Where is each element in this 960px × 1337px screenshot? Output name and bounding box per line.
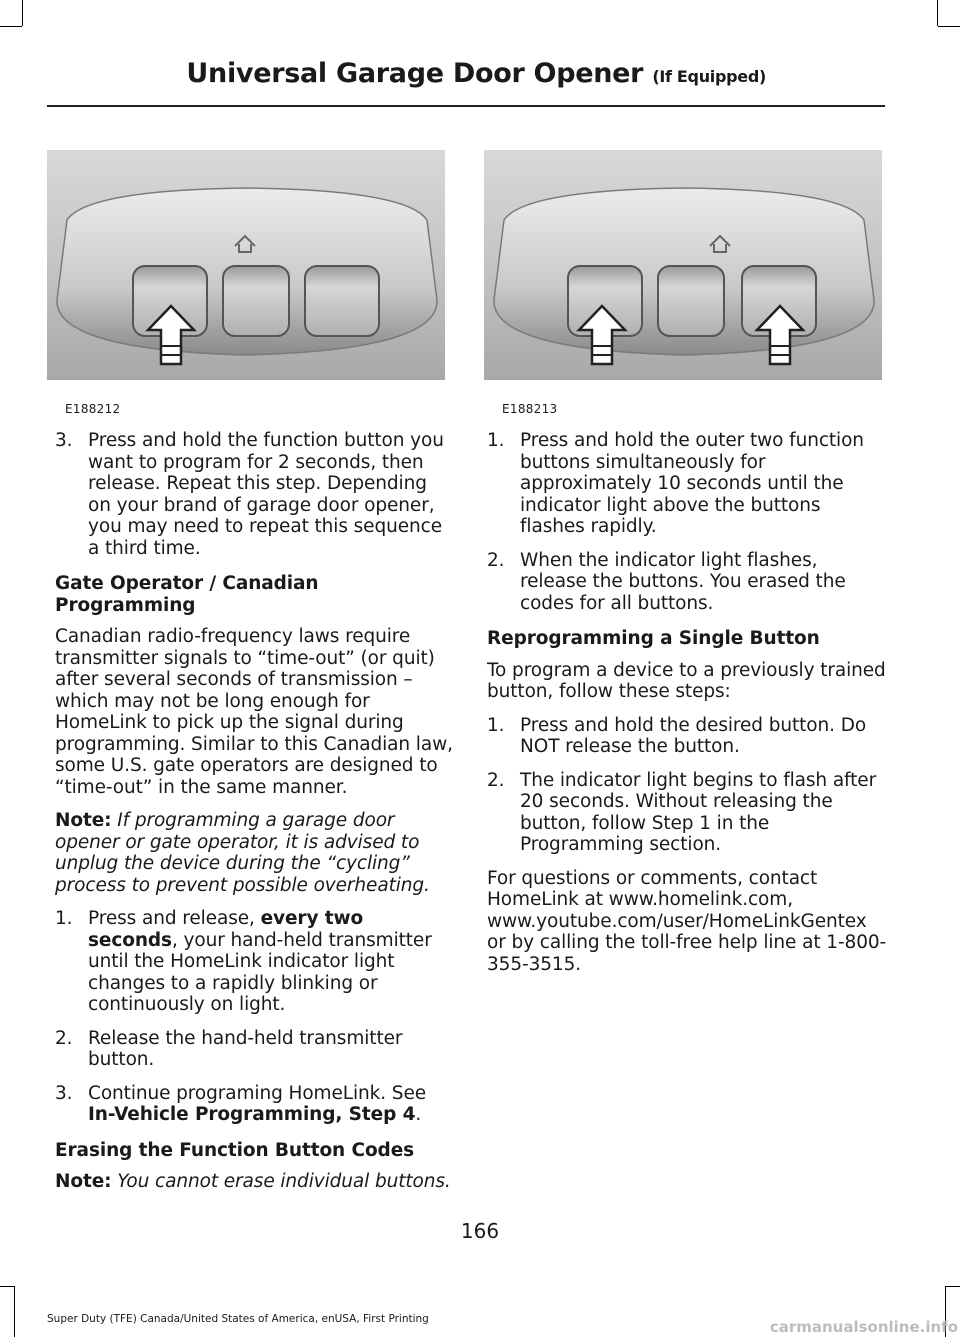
list-number: 2. — [55, 1027, 73, 1049]
crop-mark — [937, 0, 938, 26]
list-text: Press and hold the outer two function buttons simultaneously for approximately 10 seconds until the indicator light above the buttons flashes rapidly. — [520, 430, 864, 537]
list-item — [55, 1083, 455, 1126]
list-text: Press and hold the desired button. Do NOT release the button. — [520, 714, 867, 757]
list-text: The indicator light begins to flash after 20 seconds. Without releasing the button, follow Step 1 in the Programming section. — [520, 769, 877, 855]
list-text: Press and hold the function button you want to program for 2 seconds, then release. Repeat this step. Depending on your brand of garage door opener, you may need to repeat this sequence a third time. — [88, 430, 444, 559]
left-column — [55, 430, 455, 1205]
function-button-3 — [305, 266, 379, 336]
note-label: Note: — [55, 810, 112, 831]
reprogramming-intro: To program a device to a previously trained button, follow these steps: — [487, 659, 886, 702]
list-item — [55, 430, 455, 559]
figure-one-arrow — [47, 150, 445, 380]
list-text: Release the hand-held transmitter button. — [88, 1027, 403, 1070]
list-item — [55, 1028, 455, 1071]
erase-steps-list — [487, 430, 887, 614]
page-number: 166 — [460, 1219, 500, 1243]
crop-mark — [22, 0, 23, 26]
crop-mark — [0, 1286, 14, 1287]
list-item — [487, 715, 887, 758]
list-number: 1. — [487, 714, 505, 736]
crop-mark — [14, 1286, 15, 1337]
section-heading-reprogramming: Reprogramming a Single Button — [487, 628, 820, 649]
note-text: If programming a garage door opener or gate operator, it is advised to unplug the device during the “cycling” process to prevent possible overheating. — [55, 810, 430, 896]
figure-code: E188213 — [502, 402, 558, 416]
list-text: . — [415, 1104, 422, 1125]
list-text: , your hand-held transmitter until the HomeLink indicator light changes to a rapidly blinking or continuously on light. — [88, 929, 432, 1015]
footer-text: Super Duty (TFE) Canada/United States of America, enUSA, First Printing — [47, 1313, 429, 1325]
list-text-emphasis: every two seconds — [88, 908, 364, 951]
list-text: Press and release, — [88, 908, 255, 929]
figure-two-arrows — [484, 150, 882, 380]
reprogramming-steps-list — [487, 715, 887, 856]
right-column — [487, 430, 887, 987]
note-text: You cannot erase individual buttons. — [117, 1171, 451, 1192]
contact-paragraph: For questions or comments, contact HomeLink at www.homelink.com, www.youtube.com/user/HomeLinkGentex or by calling the toll-free help line at 1-800-355-3515. — [487, 867, 887, 975]
header-rule — [47, 105, 885, 107]
function-button-2 — [658, 266, 724, 336]
crop-mark — [946, 1286, 960, 1287]
list-number: 1. — [55, 908, 73, 929]
watermark: carmanualsonline.info — [769, 1318, 958, 1336]
list-number: 2. — [487, 549, 505, 571]
page-title-suffix: (If Equipped) — [652, 67, 766, 86]
note-label: Note: — [55, 1171, 112, 1192]
list-number: 3. — [55, 430, 73, 451]
list-number: 1. — [487, 430, 505, 451]
function-button-2 — [223, 266, 289, 336]
note-erase — [55, 1171, 455, 1193]
page-title — [186, 58, 766, 89]
note-overheating — [55, 810, 455, 896]
crop-mark — [938, 26, 960, 27]
crop-mark — [0, 26, 22, 27]
section-heading-gate: Gate Operator / Canadian Programming — [55, 573, 319, 616]
list-item — [55, 908, 455, 1016]
list-item — [487, 550, 887, 615]
figure-code: E188212 — [65, 402, 121, 416]
program-steps-list — [55, 430, 455, 559]
list-text: When the indicator light flashes, release the buttons. You erased the codes for all buttons. — [520, 549, 846, 614]
list-item — [487, 430, 887, 538]
cross-reference: In-Vehicle Programming, Step 4 — [88, 1104, 416, 1125]
list-item — [487, 770, 887, 856]
list-number: 3. — [55, 1082, 73, 1104]
section-heading-erase: Erasing the Function Button Codes — [55, 1139, 415, 1161]
page-title-main: Universal Garage Door Opener — [186, 58, 644, 89]
gate-paragraph: Canadian radio-frequency laws require transmitter signals to “time-out” (or quit) after several seconds of transmission – which may not be long enough for HomeLink to pick up the signal during programming. Similar to this Canadian law, some U.S. gate operators are designed to “time-out” in the same manner. — [55, 626, 453, 798]
list-text: Continue programing HomeLink. See — [88, 1082, 427, 1104]
gate-steps-list — [55, 908, 455, 1126]
list-number: 2. — [487, 769, 505, 791]
